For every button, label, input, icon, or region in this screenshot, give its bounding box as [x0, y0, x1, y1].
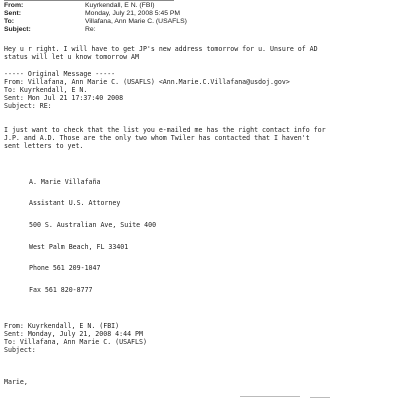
- signature-city: West Palm Beach, FL 33401: [29, 243, 129, 251]
- header-from-row: [4, 2, 187, 10]
- scan-artifact: [240, 396, 300, 397]
- header-from-value: Kuyrkendall, E N. (FBI): [85, 2, 155, 9]
- email-header: [4, 2, 187, 34]
- header-sent-row: [4, 10, 187, 18]
- original-1-to: To: Kuyrkendall, E N.: [4, 86, 88, 94]
- original-2-from: From: Kuyrkendall, E N. (FBI): [4, 322, 120, 330]
- header-sent-value: Monday, July 21, 2008 5:45 PM: [85, 10, 181, 17]
- original-1-body-line-1: I just want to check that the list you e-mailed me has the right contact info for: [4, 126, 326, 134]
- header-to-label: To:: [4, 18, 15, 25]
- original-2-greeting: Marie,: [4, 378, 28, 386]
- header-top-rule: [4, 0, 174, 1]
- reply-body-line-2: status will let u know tomorrow AM: [4, 53, 139, 61]
- original-2-sent: Sent: Monday, July 21, 2008 4:44 PM: [4, 330, 143, 338]
- header-subject-row: [4, 26, 187, 34]
- header-from-label: From:: [4, 2, 24, 9]
- header-to-value: Villafana, Ann Marie C. (USAFLS): [85, 18, 187, 25]
- signature-name: A. Marie Villafaña: [29, 178, 101, 186]
- original-2-subject: Subject:: [4, 346, 36, 354]
- header-sent-label: Sent:: [4, 10, 21, 17]
- signature-phone: Phone 561 209-1047: [29, 264, 101, 272]
- original-1-body-line-3: sent letters to yet.: [4, 142, 84, 150]
- signature-address: 500 S. Australian Ave, Suite 400: [29, 221, 157, 229]
- original-1-from: From: Villafana, Ann Marie C. (USAFLS) <Ann.Marie.C.Villafana@usdoj.gov>: [4, 78, 290, 86]
- header-to-row: [4, 18, 187, 26]
- signature-title: Assistant U.S. Attorney: [29, 199, 121, 207]
- original-message-separator: ----- Original Message -----: [4, 70, 116, 78]
- original-2-to: To: Villafana, Ann Marie C. (USAFLS): [4, 338, 147, 346]
- reply-body-line-1: Hey u r right. I will have to get JP's new address tomorrow for u. Unsure of AD: [4, 45, 318, 53]
- header-subject-label: Subject:: [4, 26, 31, 33]
- original-1-sent: Sent: Mon Jul 21 17:37:40 2008: [4, 94, 124, 102]
- signature-fax: Fax 561 820-8777: [29, 286, 93, 294]
- original-1-subject: Subject: RE:: [4, 102, 52, 110]
- scan-artifact: [310, 397, 330, 398]
- original-1-body-line-2: J.P. and A.D. Those are the only two whom Twiler has contacted that I haven't: [4, 134, 310, 142]
- header-subject-value: Re:: [85, 26, 96, 33]
